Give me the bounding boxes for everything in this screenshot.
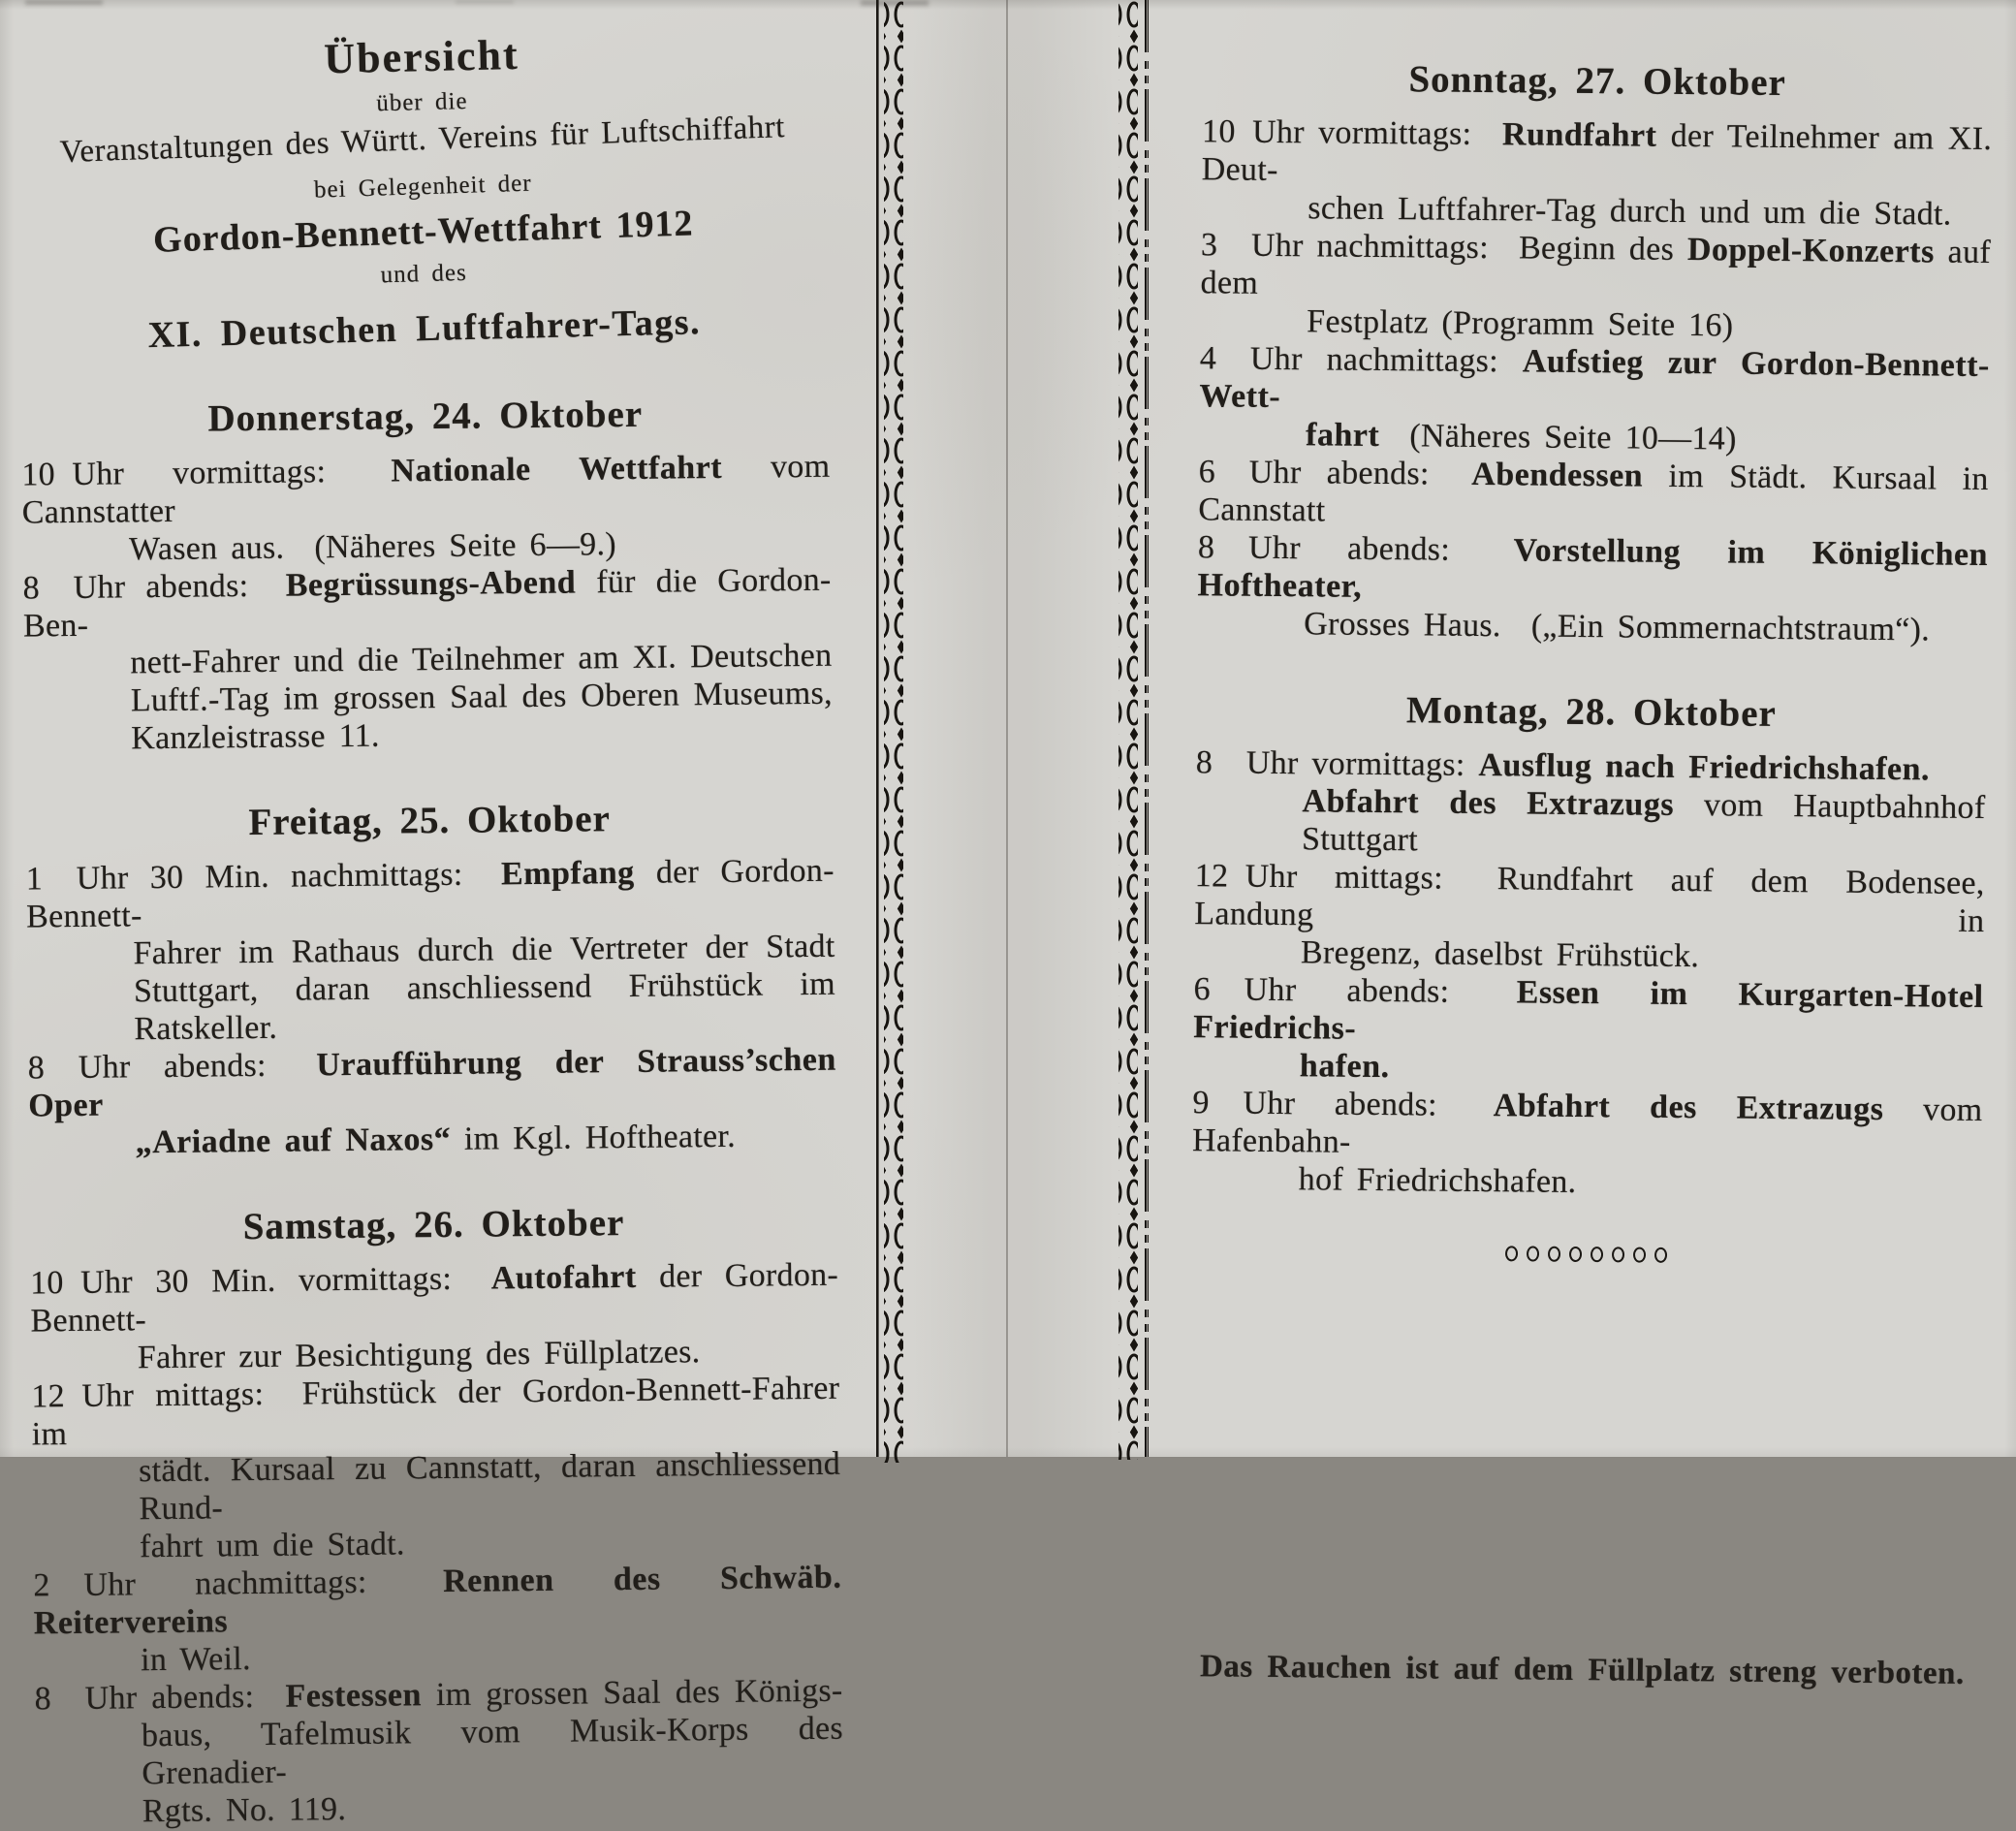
event-title: Gordon-Bennett-Wettfahrt 1912: [152, 203, 695, 261]
time-number: 1: [25, 861, 44, 898]
time-number: 6: [1198, 454, 1216, 490]
emphasized-text: Abfahrt des Extrazugs: [1302, 783, 1675, 823]
day-heading: Donnerstag, 24. Oktober: [207, 393, 644, 440]
plain-text: Uhr nachmittags: Beginn des: [1250, 227, 1688, 268]
plain-text: baus, Tafelmusik vom Musik-Korps des Grenadier-: [141, 1710, 844, 1792]
plain-text: Fahrer zur Besichtigung des Füllplatzes.: [137, 1334, 701, 1376]
page-edge-line: [876, 0, 879, 1457]
plain-text: Uhr abends:: [1243, 1085, 1494, 1124]
plain-text: (Näheres Seite 10—14): [1379, 417, 1737, 458]
schedule-line: [131, 675, 833, 720]
left-schedule: [21, 391, 844, 1831]
plain-text: städt. Kursaal zu Cannstatt, daran anschliessend Rund-: [138, 1445, 841, 1528]
time-number: 6: [1193, 971, 1212, 1008]
time-number: 8: [22, 570, 41, 607]
plain-text: Uhr abends:: [73, 567, 286, 606]
emphasized-text: „Ariadne auf Naxos“: [135, 1121, 452, 1161]
schedule-line: [142, 1710, 844, 1793]
left-page-header: [17, 28, 829, 355]
time-number: 10: [29, 1265, 64, 1302]
schedule-line: [22, 561, 832, 646]
time-number: 8: [34, 1681, 52, 1718]
ornament-circle: [1548, 1247, 1560, 1262]
plain-text: Uhr 30 Min. nachmittags:: [76, 856, 502, 897]
time-number: 3: [1200, 227, 1218, 264]
schedule-line: [1306, 416, 1989, 460]
plain-text: der Teilnehmer am XI. Deut-: [1201, 117, 1993, 188]
day-heading: Sonntag, 27. Oktober: [1408, 58, 1787, 105]
emphasized-text: Rundfahrt: [1501, 116, 1657, 154]
emphasized-text: Aufstieg zur Gordon-Bennett-Wett-: [1199, 343, 1991, 416]
emphasized-text: Autofahrt: [490, 1258, 637, 1297]
plain-text: im grossen Saal des Königs-: [421, 1672, 843, 1714]
plain-text: in Weil.: [141, 1641, 251, 1679]
plain-text: Uhr abends:: [1247, 529, 1514, 569]
plain-text: schen Luftfahrer-Tag durch und um die Stadt.: [1307, 190, 1952, 233]
plain-text: Fahrer im Rathaus durch die Vertreter der Stadt: [133, 928, 835, 972]
emphasized-text: Empfang: [500, 854, 635, 893]
ornament-circle: [1633, 1247, 1646, 1263]
ornament-circle: [1654, 1247, 1667, 1263]
emphasized-text: Uraufführung der Strauss’schen Oper: [28, 1041, 836, 1124]
schedule-line: [1193, 970, 1984, 1054]
subtitle-line: bei Gelegenheit der: [313, 170, 533, 204]
day-heading: Samstag, 26. Oktober: [242, 1202, 625, 1248]
plain-text: hof Friedrichshafen.: [1298, 1161, 1577, 1200]
time-number: 8: [1197, 529, 1215, 566]
time-number: 10: [1201, 113, 1236, 150]
event-title: XI. Deutschen Luftfahrer-Tags.: [147, 301, 702, 357]
subtitle-line: und des: [380, 259, 468, 289]
plain-text: Uhr vormittags:: [1251, 113, 1503, 153]
time-number: 12: [1194, 858, 1229, 895]
plain-text: der Gordon-Bennett-: [25, 852, 835, 935]
plain-text: Uhr mittags: Rundfahrt auf dem Bodensee, Landung in: [1194, 858, 1985, 940]
plain-text: Stuttgart, daran anschliessend Frühstück im Ratskeller.: [133, 965, 836, 1048]
schedule-line: [1304, 605, 1987, 649]
binding-stitch-right: [1118, 0, 1138, 1460]
time-number: 12: [31, 1378, 66, 1415]
plain-text: vom Hauptbahnhof Stuttgart: [1301, 786, 1986, 859]
time-number: 4: [1199, 340, 1217, 377]
schedule-line: [1307, 302, 1990, 347]
plain-text: Uhr 30 Min. vormittags:: [79, 1260, 491, 1301]
emphasized-text: Begrüssungs-Abend: [285, 564, 577, 604]
plain-text: nett-Fahrer und die Teilnehmer am XI. Deutschen: [130, 637, 833, 681]
plain-text: Rgts. No. 119.: [142, 1791, 347, 1830]
plain-text: Uhr abends:: [84, 1678, 286, 1717]
organisation-line: Veranstaltungen des Württ. Vereins für Luftschiffahrt: [59, 110, 786, 171]
fold-crease: [1006, 0, 1008, 1457]
plain-text: der Gordon-Bennett-: [30, 1256, 839, 1340]
page-title: Übersicht: [323, 30, 520, 83]
schedule-line: [1197, 528, 1988, 612]
schedule-line: [1199, 339, 1990, 423]
time-number: 10: [21, 457, 56, 493]
plain-text: Uhr abends:: [1248, 454, 1472, 492]
schedule-line: [28, 1041, 837, 1125]
scan-smudge: [861, 0, 929, 6]
schedule-line: [139, 1445, 841, 1529]
emphasized-text: Abfahrt des Extrazugs: [1493, 1088, 1884, 1128]
schedule-line: [31, 1370, 840, 1454]
plain-text: vom Hafenbahn-: [1191, 1091, 1983, 1160]
left-page: [16, 0, 844, 1830]
plain-text: Kanzleistrasse 11.: [131, 717, 380, 757]
emphasized-text: fahrt: [1305, 417, 1380, 454]
plain-text: Luftf.-Tag im grossen Saal des Oberen Museums,: [130, 675, 833, 719]
day-heading: Montag, 28. Oktober: [1405, 689, 1778, 735]
plain-text: Festplatz (Programm Seite 16): [1307, 303, 1734, 344]
schedule-line: [33, 1559, 842, 1643]
time-number: 2: [33, 1567, 50, 1604]
emphasized-text: Essen im Kurgarten-Hotel Friedrichs-: [1193, 974, 1984, 1047]
schedule-line: [1198, 453, 1989, 536]
smoking-prohibition-notice: Das Rauchen ist auf dem Füllplatz streng verboten.: [1199, 1649, 1965, 1691]
plain-text: Wasen aus. (Näheres Seite 6—9.): [129, 526, 617, 568]
schedule-line: [1300, 1047, 1983, 1091]
schedule-line: [131, 712, 833, 758]
right-page: [1189, 0, 1993, 1691]
plain-text: vom Cannstatter: [21, 448, 831, 531]
ornament-circle: [1591, 1247, 1603, 1262]
emphasized-text: hafen.: [1299, 1048, 1390, 1086]
plain-text: Uhr mittags: Frühstück der Gordon-Bennett-Fahrer im: [31, 1370, 840, 1453]
time-number: 8: [1195, 744, 1213, 781]
schedule-line: [135, 1117, 836, 1162]
plain-text: auf dem: [1200, 234, 1992, 301]
schedule-line: [1202, 112, 1993, 196]
schedule-line: [1299, 1160, 1982, 1205]
plain-text: Uhr vormittags:: [1245, 744, 1479, 783]
schedule-line: [1192, 1084, 1983, 1167]
plain-text: für die Gordon-Ben-: [22, 561, 832, 645]
binding-gutter: [853, 0, 1173, 1457]
day-heading: Freitag, 25. Oktober: [248, 798, 612, 844]
plain-text: Grosses Haus. („Ein Sommernachtstraum“).: [1304, 606, 1931, 648]
ornament-circle: [1612, 1247, 1624, 1263]
perforation-line: [1145, 0, 1149, 1457]
ornament-circle: [1505, 1247, 1518, 1262]
binding-stitch-left: [884, 0, 903, 1463]
schedule-line: [26, 852, 835, 936]
plain-text: Uhr nachmittags:: [83, 1563, 444, 1603]
emphasized-text: Ausflug nach Friedrichshafen.: [1478, 746, 1931, 788]
plain-text: Uhr abends:: [1244, 971, 1517, 1011]
schedule-line: [21, 448, 831, 532]
schedule-line: [30, 1256, 839, 1341]
emphasized-text: Nationale Wettfahrt: [391, 449, 723, 489]
schedule-line: [1307, 189, 1991, 234]
plain-text: Uhr abends:: [78, 1047, 317, 1086]
plain-text: Bregenz, daselbst Frühstück.: [1300, 934, 1700, 975]
ornament-circle: [1569, 1247, 1582, 1262]
emphasized-text: Vorstellung im Königlichen Hoftheater,: [1197, 532, 1989, 605]
schedule-line: [1194, 857, 1985, 940]
emphasized-text: Festessen: [285, 1677, 423, 1715]
emphasized-text: Rennen des Schwäb. Reitervereins: [33, 1559, 842, 1642]
schedule-line: [134, 965, 836, 1049]
circle-ornament: [1191, 1242, 1981, 1267]
plain-text: Uhr nachmittags:: [1249, 340, 1524, 380]
time-number: 8: [27, 1050, 46, 1087]
time-number: 9: [1192, 1085, 1211, 1121]
plain-text: im Kgl. Hoftheater.: [450, 1118, 737, 1157]
schedule-line: [142, 1785, 844, 1831]
schedule-line: [1302, 782, 1986, 865]
subtitle-line: über die: [375, 87, 468, 117]
ornament-circle: [1527, 1247, 1539, 1262]
schedule-line: [1301, 933, 1984, 978]
plain-text: Uhr vormittags:: [72, 453, 392, 492]
plain-text: fahrt um die Stadt.: [139, 1526, 405, 1565]
emphasized-text: Doppel-Konzerts: [1686, 232, 1936, 270]
right-schedule: [1192, 0, 1994, 1205]
plain-text: im Städt. Kursaal in Cannstatt: [1198, 458, 1989, 529]
schedule-line: [1200, 226, 1991, 309]
emphasized-text: Abendessen: [1471, 456, 1644, 494]
